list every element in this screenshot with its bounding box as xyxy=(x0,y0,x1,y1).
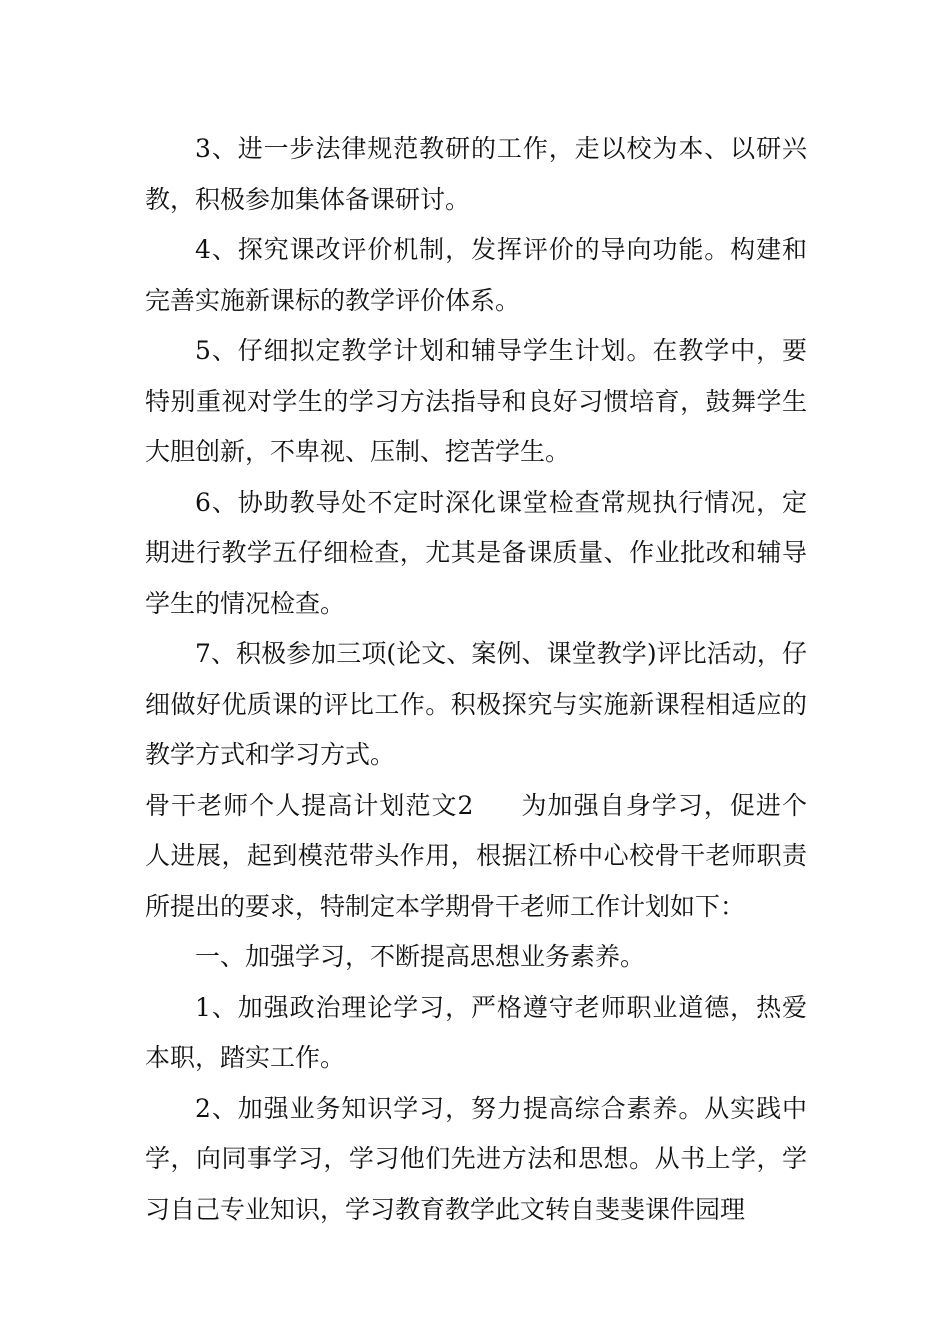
section-2-subheading: 一、加强学习，不断提高思想业务素养。 xyxy=(195,942,646,971)
document-body xyxy=(145,124,807,1235)
section-2-intro: 为加强自身学习，促进个人进展，起到模范带头作用，根据江桥中心校骨干老师职责所提出的要求，特制定本学期骨干老师工作计划如下： xyxy=(145,790,807,921)
section-2-item-1: 1、加强政治理论学习，严格遵守老师职业道德，热爱本职，踏实工作。 xyxy=(145,992,807,1072)
paragraph-item-4: 4、探究课改评价机制，发挥评价的导向功能。构建和完善实施新课标的教学评价体系。 xyxy=(145,235,807,315)
section-2-paragraph xyxy=(145,781,807,933)
section-2-heading: 骨干老师个人提高计划范文2 xyxy=(145,790,474,820)
paragraph-item-7: 7、积极参加三项(论文、案例、课堂教学)评比活动，仔细做好优质课的评比工作。积极探究与实施新课程相适应的教学方式和学习方式。 xyxy=(145,639,807,769)
paragraph-item-5: 5、仔细拟定教学计划和辅导学生计划。在教学中，要特别重视对学生的学习方法指导和良好习惯培育，鼓舞学生大胆创新，不卑视、压制、挖苦学生。 xyxy=(145,336,807,466)
paragraph-item-3: 3、进一步法律规范教研的工作，走以校为本、以研兴教，积极参加集体备课研讨。 xyxy=(145,134,807,214)
paragraph-item-6: 6、协助教导处不定时深化课堂检查常规执行情况，定期进行教学五仔细检查，尤其是备课质量、作业批改和辅导学生的情况检查。 xyxy=(145,487,807,618)
section-2-item-2: 2、加强业务知识学习，努力提高综合素养。从实践中学，向同事学习，学习他们先进方法和思想。从书上学，学习自己专业知识，学习教育教学此文转自斐斐课件园理 xyxy=(145,1093,807,1224)
